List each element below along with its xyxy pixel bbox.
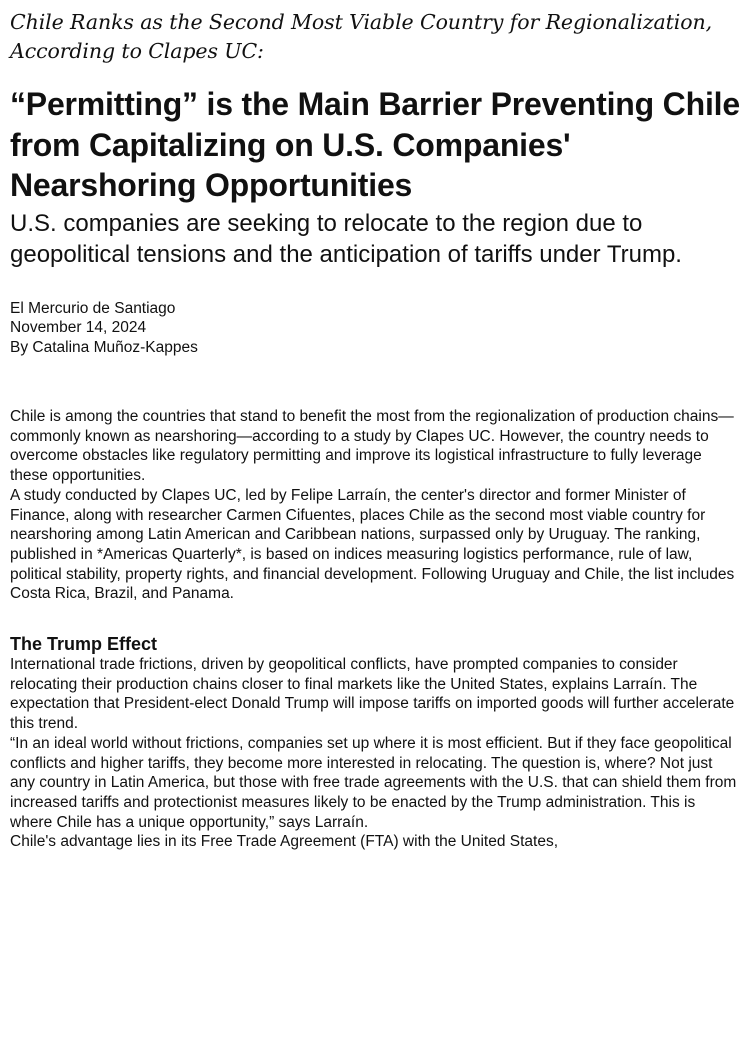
body-paragraph: Chile's advantage lies in its Free Trade Agreement (FTA) with the United States, [10, 833, 559, 851]
section-heading: The Trump Effect [10, 634, 158, 655]
article [10, 8, 740, 852]
article-kicker: Chile Ranks as the Second Most Viable Country for Regionalization, According to Clapes UC: [10, 10, 713, 63]
article-byline: By Catalina Muñoz-Kappes [10, 338, 198, 356]
article-date: November 14, 2024 [10, 319, 147, 336]
article-source: El Mercurio de Santiago [10, 299, 176, 317]
body-paragraph: International trade frictions, driven by geopolitical conflicts, have prompted companies to consider relocating their production chains closer to final markets like the United States, explains Larraín. The expectation that President-elect Donald Trump will impose tariffs on imported goods will further accelerate this trend. [10, 656, 735, 733]
article-meta [10, 299, 740, 358]
article-body [10, 407, 740, 604]
article-subtitle: U.S. companies are seeking to relocate to the region due to geopolitical tensions and the anticipation of tariffs under Trump. [10, 209, 682, 268]
body-paragraph: “In an ideal world without frictions, companies set up where it is most efficient. But if they face geopolitical conflicts and higher tariffs, they become more interested in relocating. The question is, where? Not just any country in Latin America, but those with free trade agreements with the U.S. that can shield them from increased tariffs and protectionist measures likely to be enacted by the Trump administration. This is where Chile has a unique opportunity,” says Larraín. [10, 734, 737, 831]
section-body [10, 655, 740, 852]
body-paragraph: A study conducted by Clapes UC, led by Felipe Larraín, the center's director and former Minister of Finance, along with researcher Carmen Cifuentes, places Chile as the second most viable country for nearshoring among Latin American and Caribbean nations, surpassed only by Uruguay. The ranking, published in *Americas Quarterly*, is based on indices measuring logistics performance, rule of law, political stability, property rights, and financial development. Following Uruguay and Chile, the list includes Costa Rica, Brazil, and Panama. [10, 486, 735, 603]
article-headline: “Permitting” is the Main Barrier Preventing Chile from Capitalizing on U.S. Companies' Nearshoring Opportunities [10, 86, 740, 203]
body-paragraph: Chile is among the countries that stand to benefit the most from the regionalization of production chains—commonly known as nearshoring—according to a study by Clapes UC. However, the country needs to overcome obstacles like regulatory permitting and improve its logistical infrastructure to fully leverage these opportunities. [10, 408, 734, 485]
